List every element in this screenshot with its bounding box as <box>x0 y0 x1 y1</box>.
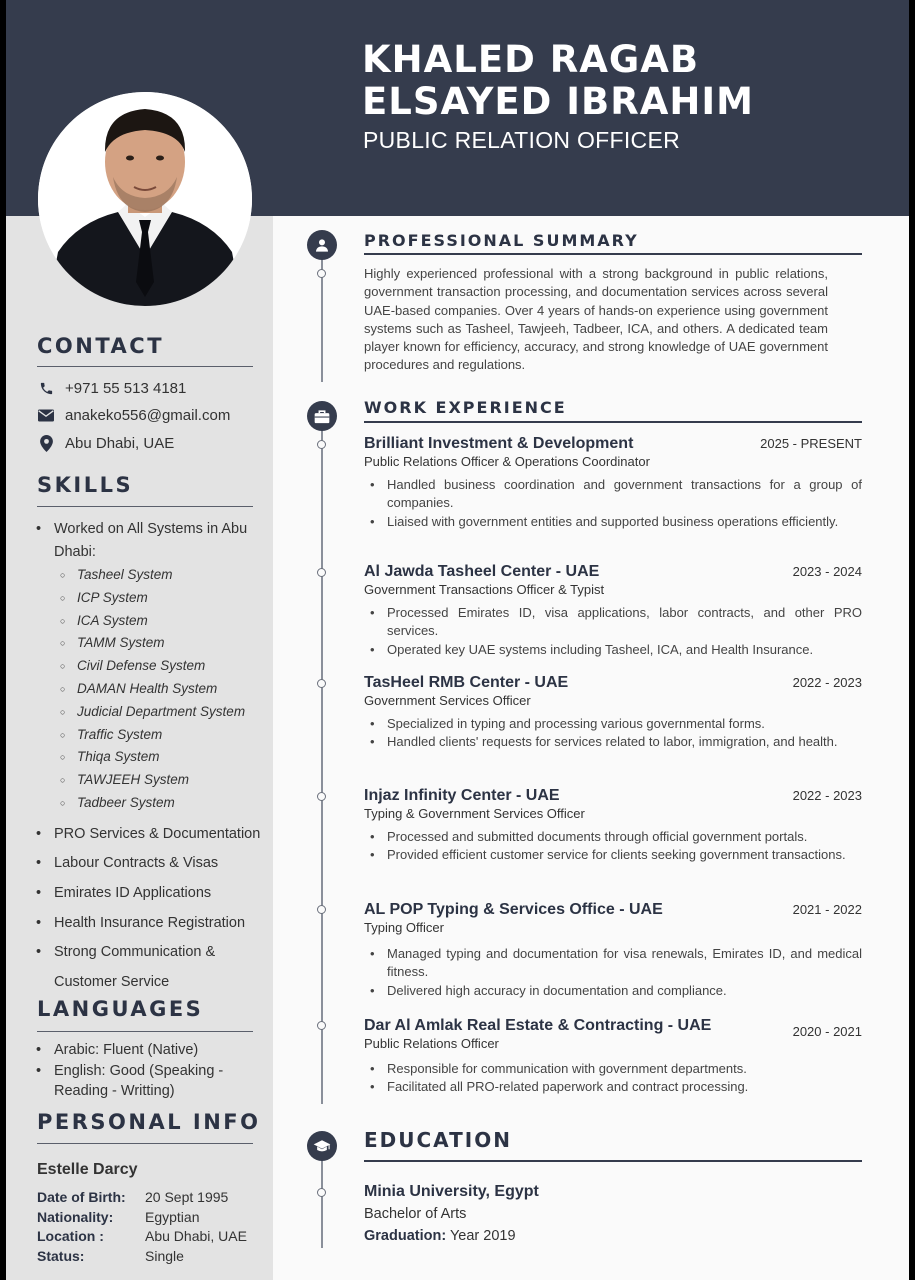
skill-item: • Emirates ID Applications <box>34 879 274 909</box>
profile-photo <box>38 92 252 306</box>
resume-page <box>6 0 909 1280</box>
system-item: ○ DAMAN Health System <box>34 678 274 701</box>
language-item: • Arabic: Fluent (Native) <box>34 1040 269 1061</box>
company-name: Injaz Infinity Center - UAE <box>364 787 560 804</box>
personal-name: Estelle Darcy <box>37 1161 138 1178</box>
skill-item: • Health Insurance Registration <box>34 909 274 939</box>
status-label: Status: <box>37 1248 85 1264</box>
experience-divider <box>364 421 862 423</box>
nationality-value: Egyptian <box>145 1209 200 1225</box>
languages-heading: LANGUAGES <box>37 997 204 1021</box>
job-role: Government Services Officer <box>364 693 531 708</box>
university-name: Minia University, Egypt <box>364 1183 539 1200</box>
summary-divider <box>364 253 862 255</box>
experience-heading: WORK EXPERIENCE <box>364 398 567 417</box>
profile-icon <box>307 230 337 260</box>
system-item: ○ Civil Defense System <box>34 655 274 678</box>
phone-number[interactable]: +971 55 513 4181 <box>65 380 187 397</box>
job-bullet: • Specialized in typing and processing various governmental forms. <box>364 715 862 733</box>
graduation-year: Year 2019 <box>449 1228 516 1244</box>
graduation <box>364 1228 516 1244</box>
system-item: ○ ICP System <box>34 587 274 610</box>
system-item: ○ TAWJEEH System <box>34 769 274 792</box>
job-entry <box>364 563 862 659</box>
timeline-dot <box>317 905 326 914</box>
company-name: AL POP Typing & Services Office - UAE <box>364 901 663 918</box>
education-divider <box>364 1160 862 1162</box>
job-bullet: • Handled business coordination and government transactions for a group of companies. <box>364 476 862 513</box>
timeline-dot <box>317 679 326 688</box>
job-bullet: • Provided efficient customer service for clients seeking government transactions. <box>364 846 862 864</box>
job-bullet: • Operated key UAE systems including Tasheel, ICA, and Health Insurance. <box>364 641 862 659</box>
system-item-text: Traffic System <box>77 726 163 742</box>
job-title: PUBLIC RELATION OFFICER <box>363 127 681 153</box>
job-dates: 2023 - 2024 <box>792 564 862 579</box>
job-bullet: • Delivered high accuracy in documentation and compliance. <box>364 982 862 1000</box>
job-dates: 2020 - 2021 <box>792 1024 862 1039</box>
timeline-dot <box>317 568 326 577</box>
system-item: ○ TAMM System <box>34 632 274 655</box>
system-item: ○ Tadbeer System <box>34 792 274 815</box>
contact-email <box>38 407 230 424</box>
skill-item: • Labour Contracts & Visas <box>34 849 274 879</box>
status-value: Single <box>145 1248 184 1264</box>
job-bullet: • Handled clients' requests for services related to labor, immigration, and health. <box>364 733 862 751</box>
timeline-dot <box>317 1188 326 1197</box>
company-name: Dar Al Amlak Real Estate & Contracting - UAE <box>364 1017 712 1034</box>
job-role: Public Relations Officer <box>364 1036 499 1051</box>
job-role: Government Transactions Officer & Typist <box>364 582 605 597</box>
dob-label: Date of Birth: <box>37 1189 126 1205</box>
system-item: ○ Judicial Department System <box>34 701 274 724</box>
skills-list <box>34 518 274 997</box>
timeline-experience <box>321 428 323 1104</box>
timeline-dot <box>317 792 326 801</box>
skill-item: • Strong Communication & Customer Service <box>34 938 249 997</box>
job-dates: 2021 - 2022 <box>792 902 862 917</box>
name-line-2: ELSAYED IBRAHIM <box>362 80 754 123</box>
education-heading: EDUCATION <box>364 1128 512 1152</box>
graduation-label: Graduation: <box>364 1228 447 1244</box>
language-item: • English: Good (Speaking - Reading - Writting) <box>34 1061 234 1102</box>
job-entry <box>364 674 862 752</box>
system-item: ○ Tasheel System <box>34 564 274 587</box>
skill-item: • PRO Services & Documentation <box>34 820 274 850</box>
dob-value: 20 Sept 1995 <box>145 1189 229 1205</box>
dob-row <box>37 1189 228 1205</box>
job-bullet: • Processed Emirates ID, visa applications, labor contracts, and other PRO services. <box>364 604 862 641</box>
company-name: TasHeel RMB Center - UAE <box>364 674 569 691</box>
timeline-dot <box>317 1021 326 1030</box>
contact-heading: CONTACT <box>37 334 165 358</box>
system-item: ○ ICA System <box>34 610 274 633</box>
system-item: ○ Thiqa System <box>34 746 274 769</box>
job-entry <box>364 435 862 531</box>
location-pin-icon <box>38 436 54 452</box>
job-role: Typing Officer <box>364 920 444 935</box>
job-dates: 2025 - PRESENT <box>760 436 862 451</box>
location-text: Abu Dhabi, UAE <box>65 435 175 452</box>
briefcase-icon <box>307 401 337 431</box>
company-name: Brilliant Investment & Development <box>364 435 634 452</box>
location-row <box>37 1228 247 1244</box>
nationality-label: Nationality: <box>37 1209 114 1225</box>
timeline-education <box>321 1160 323 1248</box>
languages-divider <box>37 1031 253 1032</box>
skills-intro: • Worked on All Systems in Abu Dhabi: <box>34 518 274 564</box>
company-name: Al Jawda Tasheel Center - UAE <box>364 563 600 580</box>
summary-heading: PROFESSIONAL SUMMARY <box>364 231 639 250</box>
job-role: Public Relations Officer & Operations Coordinator <box>364 454 650 469</box>
envelope-icon <box>38 408 54 424</box>
job-dates: 2022 - 2023 <box>792 788 862 803</box>
languages-list <box>34 1040 269 1102</box>
skills-heading: SKILLS <box>37 473 134 497</box>
name-line-1: KHALED RAGAB <box>362 38 700 81</box>
job-bullet: • Responsible for communication with government departments. <box>364 1060 862 1078</box>
job-bullet: • Facilitated all PRO-related paperwork and contract processing. <box>364 1078 862 1096</box>
job-role: Typing & Government Services Officer <box>364 806 585 821</box>
degree: Bachelor of Arts <box>364 1206 467 1222</box>
timeline-dot <box>317 269 326 278</box>
contact-location <box>38 435 174 452</box>
job-bullet: • Processed and submitted documents through official government portals. <box>364 828 862 846</box>
contact-phone <box>38 380 186 397</box>
phone-icon <box>38 381 54 397</box>
job-entry <box>364 787 862 865</box>
location-label: Location : <box>37 1228 104 1244</box>
job-dates: 2022 - 2023 <box>792 675 862 690</box>
summary-text: Highly experienced professional with a strong background in public relations, government transaction processing, and documentation services across several UAE-based companies. Over 4 years of hands-on experience using government systems such as Tasheel, Tawjeeh, Tadbeer, ICA, and others. A dedicated team player known for efficiency, accuracy, and strong knowledge of UAE government procedures and regulations. <box>364 266 828 373</box>
system-item <box>34 724 274 747</box>
personal-info-divider <box>37 1143 253 1144</box>
job-entry <box>364 901 862 1000</box>
personal-info-heading: PERSONAL INFO <box>37 1110 261 1134</box>
nationality-row <box>37 1209 199 1225</box>
job-bullet: • Managed typing and documentation for visa renewals, Emirates ID, and medical fitness. <box>364 945 862 982</box>
skills-divider <box>37 506 253 507</box>
contact-divider <box>37 366 253 367</box>
location-value: Abu Dhabi, UAE <box>145 1228 247 1244</box>
graduation-cap-icon <box>307 1131 337 1161</box>
job-entry <box>364 1017 862 1097</box>
timeline-dot <box>317 440 326 449</box>
systems-list <box>34 564 274 815</box>
job-bullet: • Liaised with government entities and supported business operations efficiently. <box>364 513 862 531</box>
email-address[interactable]: anakeko556@gmail.com <box>65 407 231 424</box>
status-row <box>37 1248 184 1264</box>
